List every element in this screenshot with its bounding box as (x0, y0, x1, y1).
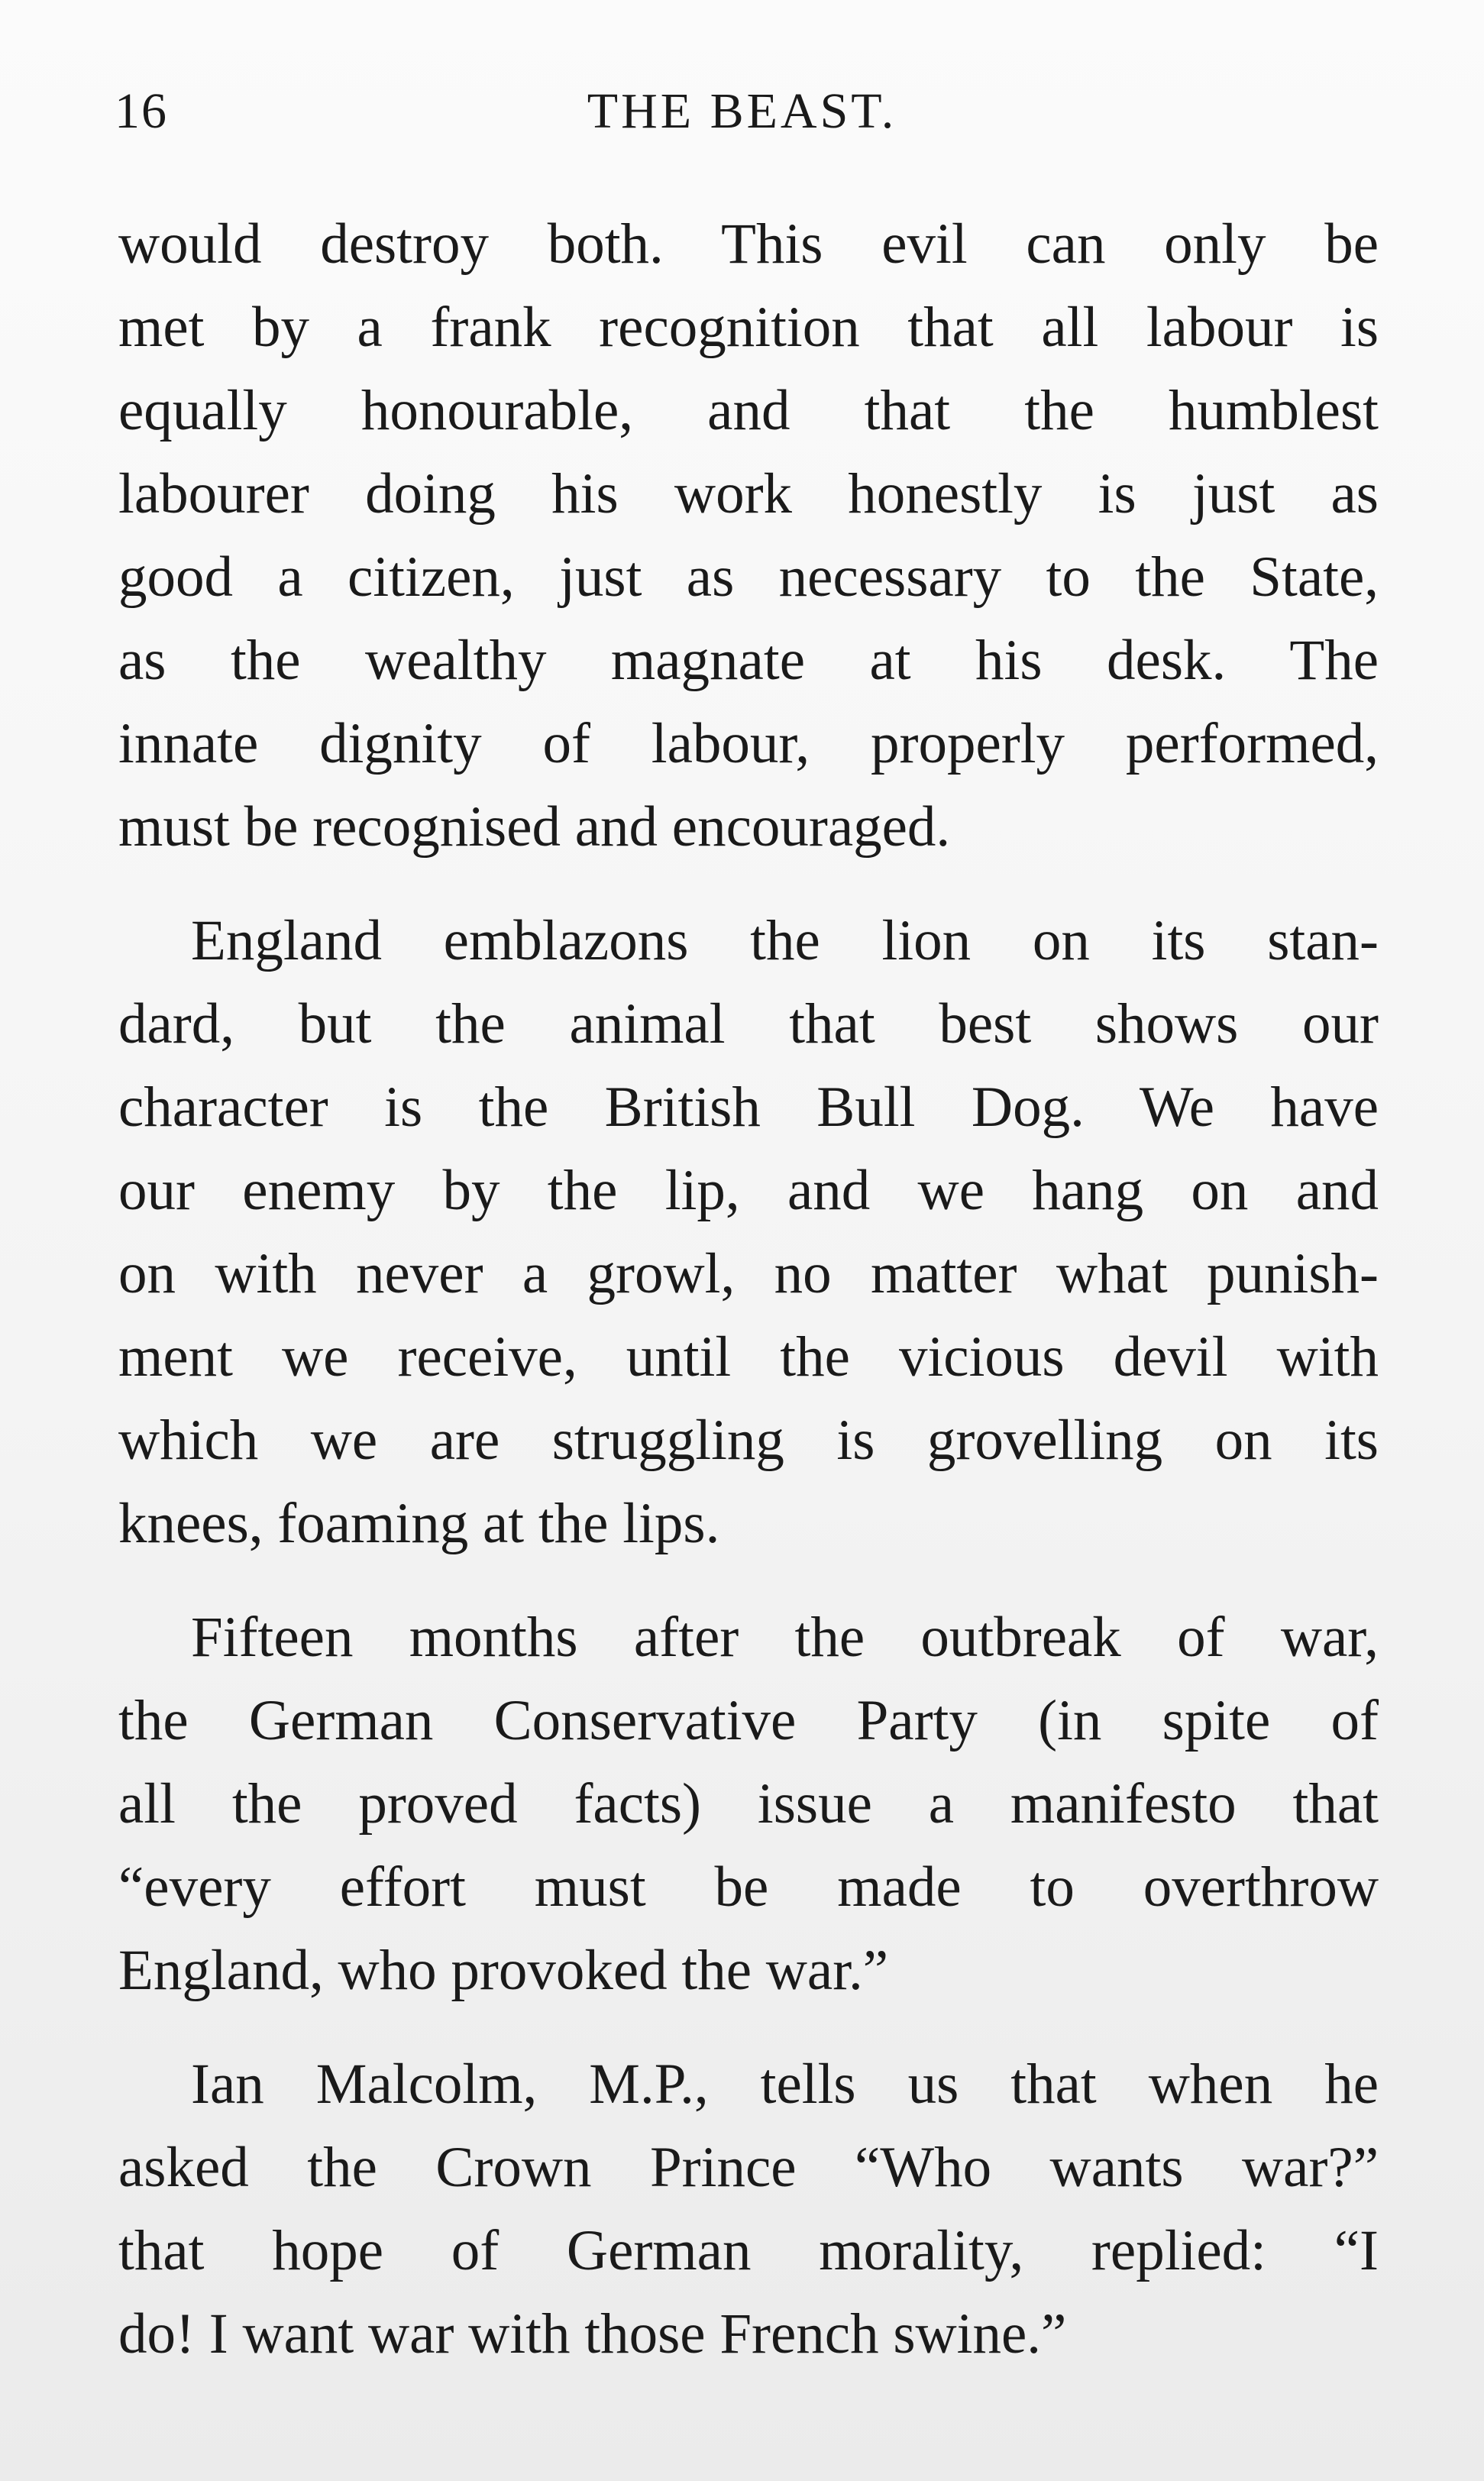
text-line: must be recognised and encouraged. (118, 795, 951, 859)
text-line: the German Conservative Party (in spite of (118, 1689, 1379, 1752)
text-line: ment we receive, until the vicious devil with (118, 1325, 1379, 1389)
text-line: England emblazons the lion on its stan- (191, 909, 1379, 972)
paragraph-3 (118, 1596, 1379, 2012)
text-line: character is the British Bull Dog. We have (118, 1076, 1379, 1139)
text-line: dard, but the animal that best shows our (118, 992, 1379, 1056)
text-line: on with never a growl, no matter what punish- (118, 1242, 1379, 1305)
text-line: as the wealthy magnate at his desk. The (118, 629, 1379, 692)
text-line: “every effort must be made to overthrow (118, 1855, 1379, 1919)
text-line: good a citizen, just as necessary to the State, (118, 545, 1379, 609)
paragraph-4 (118, 2043, 1379, 2376)
paragraph-1 (118, 202, 1379, 869)
running-title: THE BEAST. (587, 83, 897, 139)
text-line: all the proved facts) issue a manifesto that (118, 1772, 1379, 1836)
text-line: asked the Crown Prince “Who wants war?” (118, 2136, 1379, 2199)
text-line: labourer doing his work honestly is just as (118, 462, 1379, 526)
text-line: Fifteen months after the outbreak of war, (191, 1606, 1379, 1669)
text-line: equally honourable, and that the humblest (118, 379, 1379, 442)
running-head (0, 82, 1484, 151)
paragraph-spacer (118, 869, 1379, 899)
text-line: that hope of German morality, replied: “I (118, 2219, 1379, 2282)
text-line: knees, foaming at the lips. (118, 1492, 720, 1555)
paragraph-spacer (118, 1565, 1379, 1596)
paragraph-spacer (118, 2012, 1379, 2043)
text-line: our enemy by the lip, and we hang on and (118, 1159, 1379, 1222)
body-text (118, 202, 1379, 2376)
page-number: 16 (115, 83, 168, 139)
text-line: would destroy both. This evil can only be (118, 212, 1379, 276)
text-line: Ian Malcolm, M.P., tells us that when he (191, 2052, 1379, 2116)
text-line: which we are struggling is grovelling on its (118, 1409, 1379, 1472)
text-line: do! I want war with those French swine.” (118, 2302, 1067, 2366)
text-line: met by a frank recognition that all labour is (118, 296, 1379, 359)
text-line: innate dignity of labour, properly performed, (118, 712, 1379, 775)
text-line: England, who provoked the war.” (118, 1939, 889, 2002)
paragraph-2 (118, 899, 1379, 1565)
